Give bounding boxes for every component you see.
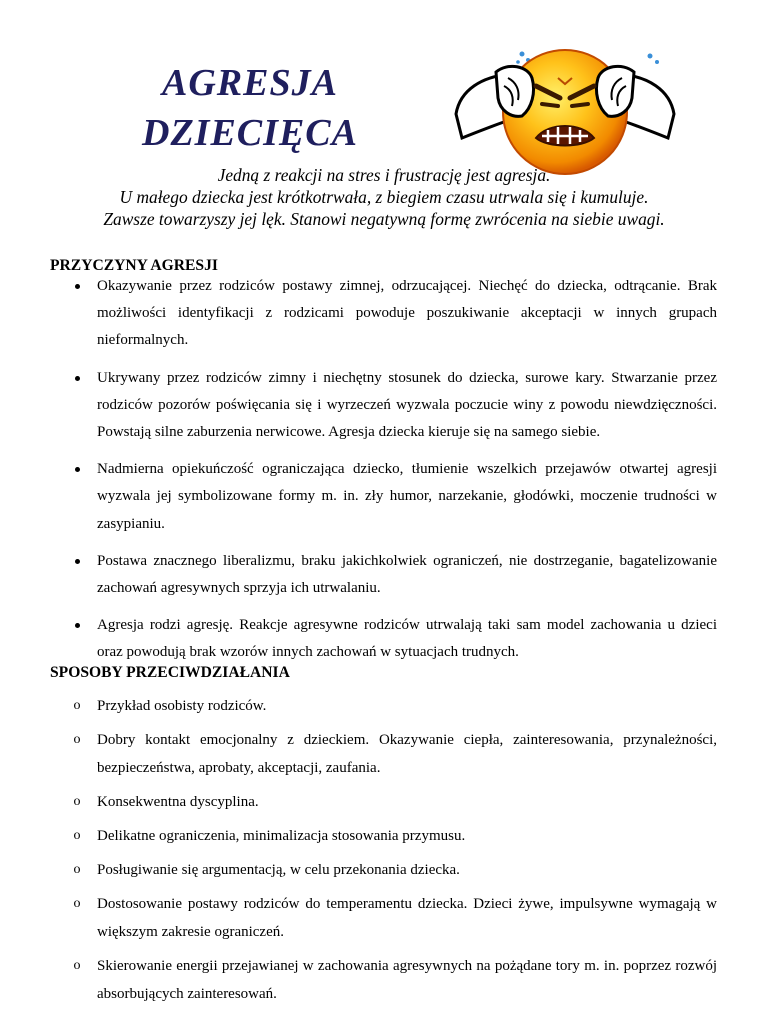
circle-bullet-icon: o [73, 732, 81, 747]
list-item-text: Przykład osobisty rodziców. [97, 698, 267, 714]
list-item [70, 788, 717, 816]
page-title [100, 58, 400, 158]
list-item [70, 890, 717, 946]
circle-bullet-icon: o [73, 794, 81, 809]
intro-line-2: U małego dziecka jest krótkotrwała, z biegiem czasu utrwala się i kumuluje. [119, 187, 649, 207]
intro-line-3: Zawsze towarzyszy jej lęk. Stanowi negatywną formę zwrócenia na siebie uwagi. [103, 209, 665, 229]
bullet-icon [70, 365, 84, 392]
circle-bullet-icon: o [73, 862, 81, 877]
list-item [70, 548, 717, 602]
title-line-1: AGRESJA [162, 62, 338, 104]
bullet-icon [70, 548, 84, 575]
bullet-icon [70, 273, 84, 300]
intro-line-1: Jedną z reakcji na stres i frustrację jest agresja. [217, 165, 551, 185]
list-item-text: Delikatne ograniczenia, minimalizacja stosowania przymusu. [97, 828, 466, 844]
list-item-text: Postawa znacznego liberalizmu, braku jakichkolwiek ograniczeń, nie dostrzeganie, bagatelizowanie zachowań agresywnych sprzyja ich utrwalaniu. [97, 552, 717, 597]
list-item-text: Nadmierna opiekuńczość ograniczająca dziecko, tłumienie wszelkich przejawów otwartej agresji wyzwala jej symbolizowane formy m. in. zły humor, narzekanie, głodówki, moczenie trudności w zasypianiu. [97, 461, 717, 532]
list-item-text: Dostosowanie postawy rodziców do temperamentu dziecka. Dzieci żywe, impulsywne wymagają w większym zakresie ograniczeń. [97, 896, 717, 940]
list-item [70, 365, 717, 447]
list-item-text: Agresja rodzi agresję. Reakcje agresywne rodziców utrwalają taki sam model zachowania u dzieci oraz powodują brak wzorów innych zachowań w sytuacjach trudnych. [97, 617, 717, 661]
ways-heading: SPOSOBY PRZECIWDZIAŁANIA [50, 664, 290, 681]
causes-heading: PRZYCZYNY AGRESJI [50, 257, 218, 274]
list-item-text: Skierowanie energii przejawianej w zachowania agresywnych na pożądane tory m. in. poprzez rozwój absorbujących zainteresowań. [97, 958, 717, 1002]
list-item [70, 856, 717, 884]
list-item-text: Konsekwentna dyscyplina. [97, 794, 259, 810]
causes-list [70, 273, 717, 677]
title-line-2: DZIECIĘCA [142, 112, 358, 154]
list-item-text: Posługiwanie się argumentacją, w celu przekonania dziecka. [97, 862, 460, 878]
circle-bullet-icon: o [73, 958, 81, 973]
bullet-icon [70, 612, 84, 639]
list-item [70, 692, 717, 720]
list-item [70, 726, 717, 782]
angry-face-covering-ears-icon [452, 38, 678, 176]
list-item [70, 952, 717, 1008]
circle-bullet-icon: o [73, 698, 81, 713]
bullet-icon [70, 456, 84, 483]
list-item [70, 822, 717, 850]
circle-bullet-icon: o [73, 828, 81, 843]
intro-text [30, 164, 738, 230]
list-item [70, 456, 717, 538]
list-item-text: Dobry kontakt emocjonalny z dzieckiem. Okazywanie ciepła, zainteresowania, przynależności, bezpieczeństwa, aprobaty, akceptacji, zaufania. [97, 732, 717, 776]
list-item [70, 612, 717, 666]
circle-bullet-icon: o [73, 896, 81, 911]
list-item [70, 273, 717, 355]
list-item-text: Okazywanie przez rodziców postawy zimnej, odrzucającej. Niechęć do dziecka, odtrącanie. Brak możliwości identyfikacji z rodzicami powoduje poszukiwanie akceptacji w innych grupach nieformalnych. [97, 278, 717, 349]
ways-list [70, 692, 717, 1014]
list-item-text: Ukrywany przez rodziców zimny i niechętny stosunek do dziecka, surowe kary. Stwarzanie przez rodziców pozorów poświęcania się i wyrzeczeń wyzwala poczucie winy z powodu niewdzięczności. Powstają silne zaburzenia nerwicowe. Agresja dziecka kieruje się na samego siebie. [97, 369, 717, 441]
